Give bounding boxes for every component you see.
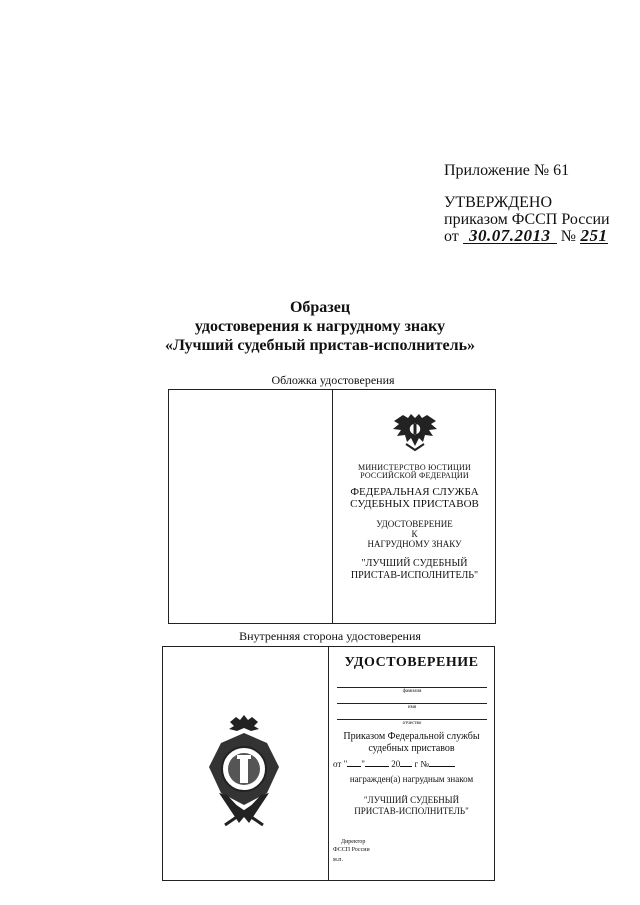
- inner-caption: Внутренняя сторона удостоверения: [239, 629, 421, 643]
- service-line-2: СУДЕБНЫХ ПРИСТАВОВ: [350, 498, 479, 510]
- name-line: [337, 703, 487, 704]
- director-line-1: Директор: [341, 839, 366, 845]
- seal-mark: м.п.: [333, 857, 344, 863]
- inner-award-line-1: "ЛУЧШИЙ СУДЕБНЫЙ: [363, 795, 460, 805]
- name-caption: имя: [407, 705, 417, 710]
- doc-title-sample: Образец: [289, 299, 351, 316]
- inner-card: [162, 646, 495, 881]
- doc-title-award: «Лучший судебный пристав-исполнитель»: [164, 337, 476, 354]
- appendix-number: Приложение № 61: [444, 162, 570, 179]
- awarded-line: награжден(а) нагрудным знаком: [349, 774, 474, 784]
- inner-heading: УДОСТОВЕРЕНИЕ: [344, 655, 479, 670]
- cover-card: [168, 389, 496, 624]
- date-from: от ": [333, 759, 348, 769]
- date-number-sign: №: [420, 759, 429, 769]
- date-number-blank: [429, 766, 455, 767]
- order-date-number: [444, 228, 608, 246]
- ministry-line-1: МИНИСТЕРСТВО ЮСТИЦИИ: [358, 463, 471, 472]
- approved-by-order: приказом ФССП России: [444, 211, 610, 228]
- order-date-row: [333, 759, 493, 770]
- doc-title-subject: удостоверения к нагрудному знаку: [194, 318, 446, 335]
- date-year-blank: [400, 766, 412, 767]
- cover-cert-line-2: К: [411, 529, 418, 539]
- date-day-blank: [347, 766, 361, 767]
- director-line-2: ФССП России: [333, 847, 370, 853]
- patronymic-line: [337, 719, 487, 720]
- number-sign: №: [560, 228, 577, 245]
- service-line-1: ФЕДЕРАЛЬНАЯ СЛУЖБА: [350, 486, 479, 498]
- handwritten-date: 30.07.2013: [463, 228, 557, 244]
- cover-cert-line-1: УДОСТОВЕРЕНИЕ: [376, 519, 453, 529]
- cover-cert-line-3: НАГРУДНОМУ ЗНАКУ: [367, 539, 462, 549]
- date-g: г: [414, 759, 419, 769]
- surname-line: [337, 687, 487, 688]
- surname-caption: фамилия: [402, 689, 422, 694]
- patronymic-caption: отчество: [402, 721, 422, 726]
- order-line-2: судебных приставов: [368, 743, 455, 754]
- ministry-line-2: РОССИЙСКОЙ ФЕДЕРАЦИИ: [360, 471, 469, 480]
- handwritten-number: 251: [580, 226, 608, 245]
- inner-right-page: [329, 647, 494, 880]
- inner-award-line-2: ПРИСТАВ-ИСПОЛНИТЕЛЬ": [354, 806, 469, 816]
- cover-award-line-2: ПРИСТАВ-ИСПОЛНИТЕЛЬ": [350, 570, 479, 581]
- from-prefix: от: [444, 228, 459, 245]
- date-year-prefix: 20: [391, 759, 401, 769]
- award-badge-icon: [203, 713, 285, 833]
- order-line-1: Приказом Федеральной службы: [343, 731, 480, 742]
- cover-caption: Обложка удостоверения: [271, 373, 395, 387]
- date-month-blank: [365, 766, 389, 767]
- cover-front: [333, 390, 496, 623]
- approved-label: УТВЕРЖДЕНО: [444, 194, 553, 211]
- double-headed-eagle-icon: [391, 412, 439, 452]
- date-quote: ": [361, 759, 365, 769]
- cover-award-line-1: "ЛУЧШИЙ СУДЕБНЫЙ: [361, 558, 468, 569]
